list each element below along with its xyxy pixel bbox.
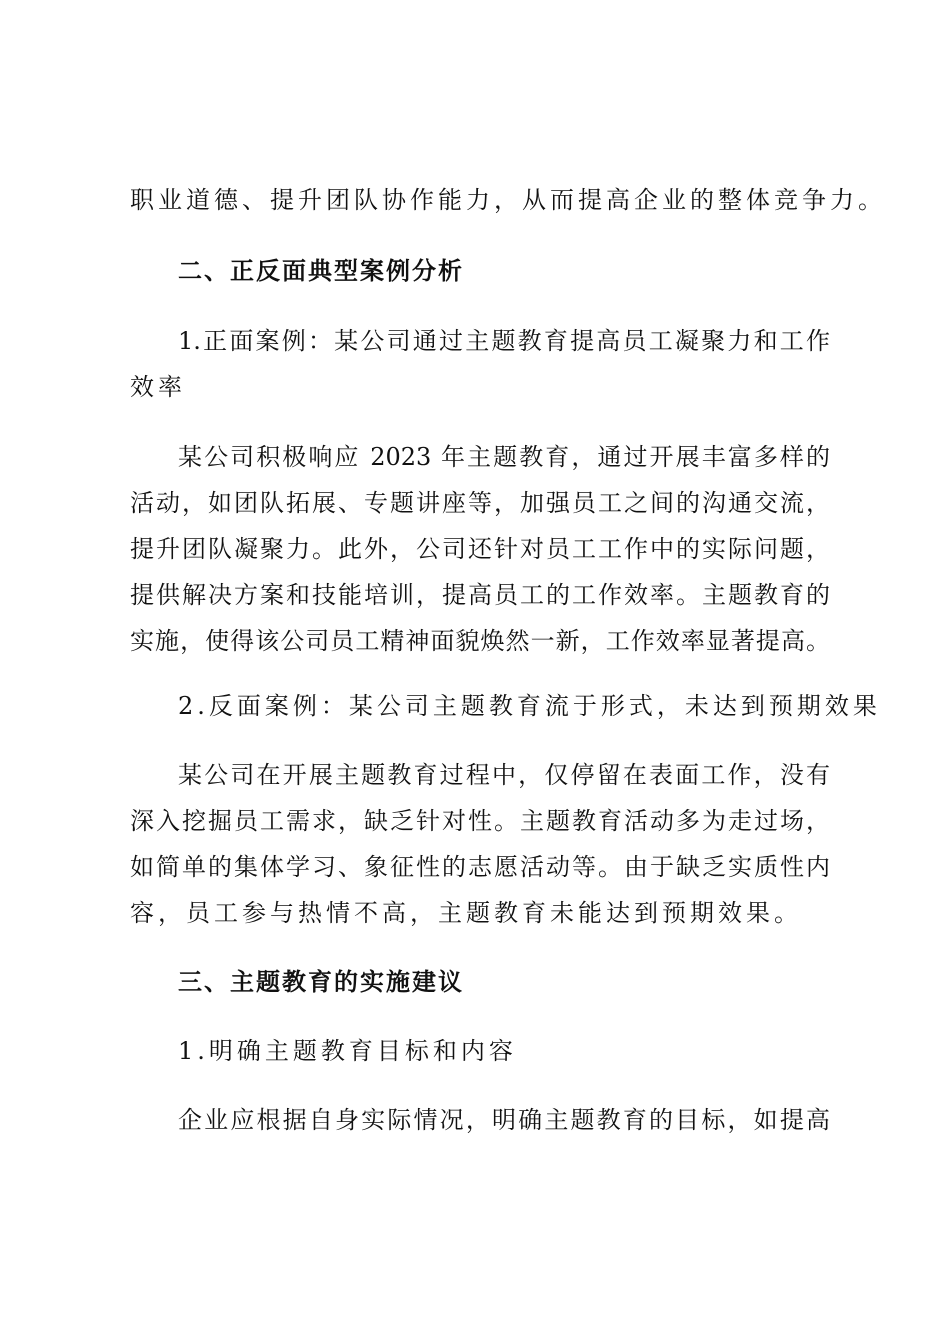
paragraph-line: 实施，使得该公司员工精神面貌焕然一新，工作效率显著提高。 xyxy=(130,627,830,655)
paragraph-line: 提升团队凝聚力。此外，公司还针对员工工作中的实际问题， xyxy=(130,535,830,563)
paragraph-line: 职业道德、提升团队协作能力，从而提高企业的整体竞争力。 xyxy=(130,186,886,214)
subheading-negative-case: 2.反面案例：某公司主题教育流于形式，未达到预期效果 xyxy=(178,692,881,720)
paragraph-line: 某公司积极响应 2023 年主题教育，通过开展丰富多样的 xyxy=(178,443,830,471)
section-heading-2: 二、正反面典型案例分析 xyxy=(178,257,464,285)
subheading-positive-case: 1.正面案例：某公司通过主题教育提高员工凝聚力和工作 xyxy=(178,327,830,355)
paragraph-line: 容，员工参与热情不高，主题教育未能达到预期效果。 xyxy=(130,899,802,927)
subheading-positive-case-cont: 效率 xyxy=(130,373,186,401)
paragraph-line: 某公司在开展主题教育过程中，仅停留在表面工作，没有 xyxy=(178,761,830,789)
paragraph-line: 如简单的集体学习、象征性的志愿活动等。由于缺乏实质性内 xyxy=(130,853,830,881)
paragraph-line: 企业应根据自身实际情况，明确主题教育的目标，如提高 xyxy=(178,1106,830,1134)
subheading-goals: 1.明确主题教育目标和内容 xyxy=(178,1037,517,1065)
paragraph-line: 活动，如团队拓展、专题讲座等，加强员工之间的沟通交流， xyxy=(130,489,830,517)
section-heading-3: 三、主题教育的实施建议 xyxy=(178,968,464,996)
paragraph-line: 提供解决方案和技能培训，提高员工的工作效率。主题教育的 xyxy=(130,581,830,609)
paragraph-line: 深入挖掘员工需求，缺乏针对性。主题教育活动多为走过场， xyxy=(130,807,830,835)
